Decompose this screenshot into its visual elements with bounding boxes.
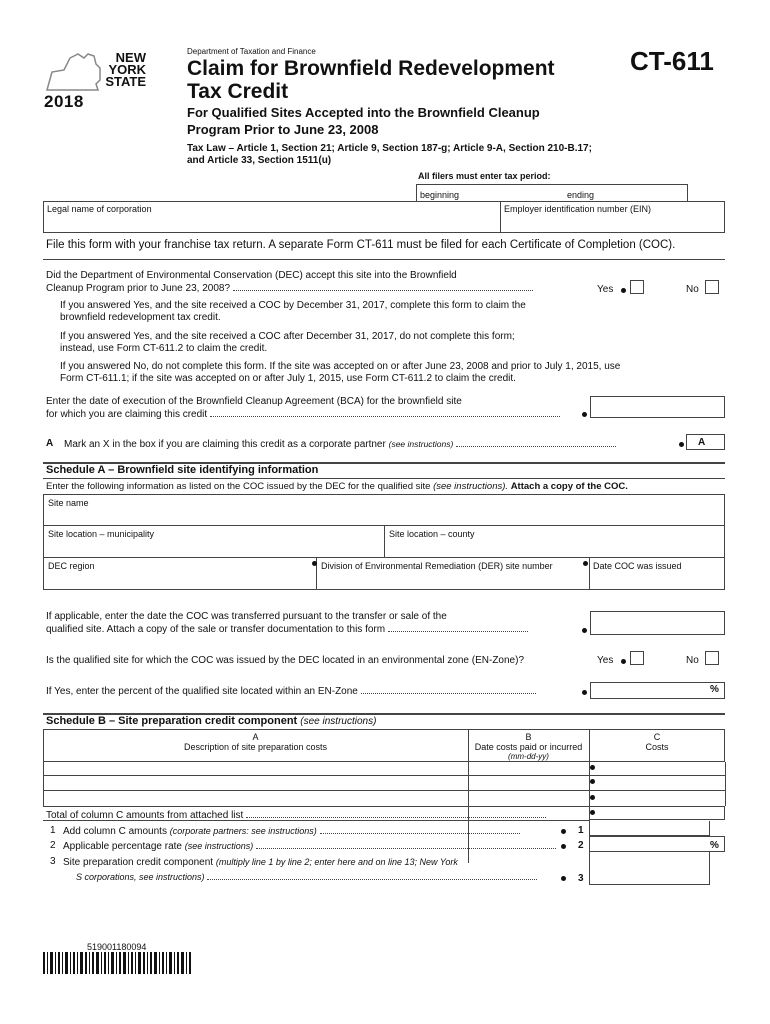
tax-period-label: All filers must enter tax period:: [418, 171, 551, 181]
county-label: Site location – county: [389, 529, 475, 539]
filing-instructions: File this form with your franchise tax return. A separate Form CT-611 must be filed for each Certificate of Completion (COC).: [46, 239, 676, 251]
corp-name-label: Legal name of corporation: [47, 204, 152, 214]
dec-question-line1: Did the Department of Environmental Conservation (DEC) accept this site into the Brownfield: [46, 270, 457, 281]
col-a-letter: A: [252, 732, 259, 742]
line-1-text: Add column C amounts (corporate partners: see instructions): [63, 825, 520, 838]
col-b-header: Date costs paid or incurred: [474, 742, 583, 752]
cost-entry-rows[interactable]: [43, 762, 725, 806]
transfer-line2: qualified site. Attach a copy of the sale or transfer documentation to this form: [46, 624, 528, 636]
enzone-yes-label: Yes: [597, 655, 614, 666]
site-name-field[interactable]: [43, 494, 725, 526]
line-2-number: 2: [50, 840, 56, 851]
line-1-number: 1: [50, 825, 56, 836]
der-number-label: Division of Environmental Remediation (DER) site number: [321, 561, 553, 571]
form-number: CT-611: [630, 46, 714, 76]
enzone-percent-text: If Yes, enter the percent of the qualified site located within an EN-Zone: [46, 686, 536, 698]
schedule-b-title: Schedule B – Site preparation credit component (see instructions): [46, 715, 377, 727]
enzone-percent-sign: %: [710, 684, 719, 695]
line-1-box-label: 1: [578, 825, 584, 836]
enzone-question: Is the qualified site for which the COC was issued by the DEC located in an environmental zone (EN-Zone)?: [46, 655, 525, 666]
department-name: Department of Taxation and Finance: [187, 47, 316, 56]
enzone-no-checkbox[interactable]: [705, 651, 719, 665]
col-b-letter: B: [525, 732, 532, 742]
tax-law-reference: Tax Law – Article 1, Section 21; Article 9, Section 187-g; Article 9-A, Section 210-B.17; and Article 33, Section 1511(u): [187, 143, 592, 166]
col-c-header: Costs: [645, 742, 669, 752]
total-attached-text: Total of column C amounts from attached list: [46, 810, 546, 822]
enzone-no-label: No: [686, 655, 699, 666]
form-year: 2018: [44, 92, 84, 111]
schedule-a-intro: Enter the following information as listed on the COC issued by the DEC for the qualified site (see instructions). Attach a copy of the COC.: [46, 481, 628, 492]
transfer-date-field[interactable]: [590, 611, 725, 635]
bca-line2: for which you are claiming this credit: [46, 409, 560, 421]
line-3-text: Site preparation credit component (multiply line 1 by line 2; enter here and on line 13; New York: [63, 857, 458, 868]
dec-note-3: If you answered No, do not complete this form. If the site was accepted on or after June 23, 2008 and prior to July 1, 2015, use Form CT-611.1; if the site was accepted on or after July 1, 2015, use Form CT-611.2 to claim the credit.: [60, 361, 621, 384]
enzone-percent-field[interactable]: [590, 682, 725, 699]
period-ending-label: ending: [567, 190, 595, 200]
line-2-text: Applicable percentage rate (see instructions): [63, 840, 556, 853]
line-3-box-label: 3: [578, 873, 584, 884]
bca-date-field[interactable]: [590, 396, 725, 418]
line-2-percent-sign: %: [710, 840, 719, 851]
dec-note-1: If you answered Yes, and the site received a COC by December 31, 2017, complete this form to claim the brownfield redevelopment tax credit.: [60, 300, 526, 323]
col-a-header: Description of site preparation costs: [183, 742, 328, 752]
schedule-a-title: Schedule A – Brownfield site identifying information: [46, 464, 319, 476]
line-2-field[interactable]: [589, 836, 725, 852]
line-3-continuation: S corporations, see instructions): [76, 871, 537, 883]
line-a-box-label: A: [698, 437, 706, 448]
dec-note-2: If you answered Yes, and the site received a COC after December 31, 2017, do not complete this form; instead, use Form CT-611.2 to claim the credit.: [60, 331, 515, 354]
barcode-number: 519001180094: [87, 942, 147, 952]
line-1-field[interactable]: [589, 821, 710, 836]
dec-yes-checkbox[interactable]: [630, 280, 644, 294]
total-attached-field[interactable]: [589, 806, 725, 820]
form-title: Claim for Brownfield Redevelopment Tax Credit: [187, 57, 555, 103]
dec-no-checkbox[interactable]: [705, 280, 719, 294]
site-name-label: Site name: [48, 498, 89, 508]
dec-yes-label: Yes: [597, 284, 614, 295]
logo-wordmark: NEW YORK STATE: [105, 50, 146, 89]
bca-line1: Enter the date of execution of the Brownfield Cleanup Agreement (BCA) for the brownfield site: [46, 396, 462, 407]
ein-label: Employer identification number (EIN): [504, 204, 652, 214]
line-3-field[interactable]: [589, 852, 710, 885]
col-b-note: (mm-dd-yy): [508, 752, 549, 761]
date-coc-label: Date COC was issued: [593, 561, 682, 571]
line-a-checkbox[interactable]: [686, 434, 725, 450]
line-3-number: 3: [50, 856, 56, 867]
period-beginning-label: beginning: [420, 190, 460, 200]
line-a-text: Mark an X in the box if you are claiming this credit as a corporate partner (see instructions): [64, 438, 674, 451]
enzone-yes-checkbox[interactable]: [630, 651, 644, 665]
tax-period-field[interactable]: [416, 184, 688, 202]
form-subtitle: For Qualified Sites Accepted into the Brownfield Cleanup Program Prior to June 23, 2008: [187, 105, 540, 137]
transfer-line1: If applicable, enter the date the COC was transferred pursuant to the transfer or sale of the: [46, 611, 447, 622]
dec-no-label: No: [686, 284, 699, 295]
line-a-letter: A: [46, 438, 54, 449]
barcode-icon: [43, 952, 193, 974]
line-2-box-label: 2: [578, 840, 584, 851]
dec-region-label: DEC region: [48, 561, 95, 571]
col-c-letter: C: [653, 732, 661, 742]
dec-question-line2: Cleanup Program prior to June 23, 2008?: [46, 283, 586, 295]
municipality-label: Site location – municipality: [48, 529, 155, 539]
